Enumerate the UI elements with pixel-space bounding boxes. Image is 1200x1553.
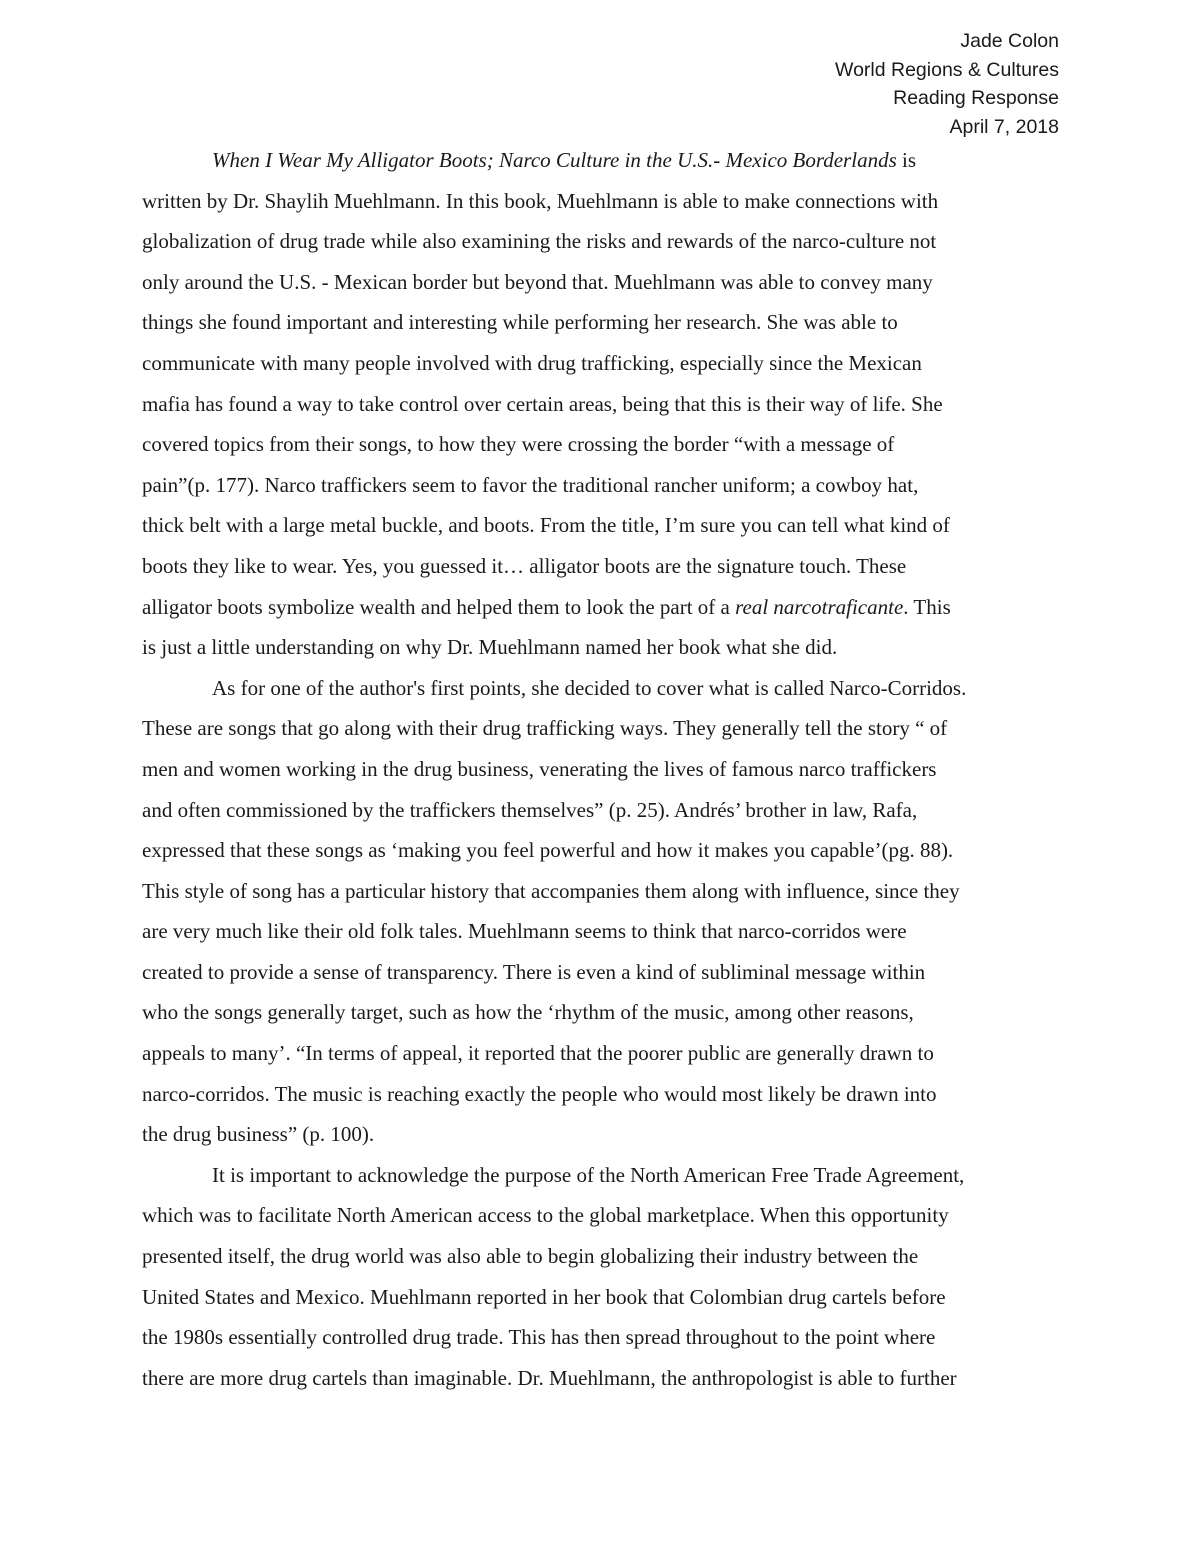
paragraph-line: created to provide a sense of transparency. There is even a kind of subliminal message within — [142, 959, 926, 984]
paragraph-1 — [142, 140, 1060, 668]
paragraph-line: the 1980s essentially controlled drug trade. This has then spread throughout to the point where — [142, 1325, 936, 1350]
emphasized-term: real narcotraficante — [735, 594, 904, 619]
paragraph-line: globalization of drug trade while also examining the risks and rewards of the narco-culture not — [142, 229, 937, 254]
text-run: is — [896, 148, 917, 172]
paragraph-line: pain”(p. 177). Narco traffickers seem to favor the traditional rancher uniform; a cowboy hat, — [142, 472, 919, 497]
paragraph-line: things she found important and interesting while performing her research. She was able to — [142, 310, 898, 335]
book-title: When I Wear My Alligator Boots; Narco Culture in the U.S.- Mexico Borderlands — [212, 148, 897, 172]
paragraph-line — [142, 140, 1060, 181]
paragraph-line: which was to facilitate North American access to the global marketplace. When this opportunity — [142, 1203, 949, 1228]
paragraph-line: and often commissioned by the traffickers themselves” (p. 25). Andrés’ brother in law, Rafa, — [142, 797, 918, 822]
paragraph-line: the drug business” (p. 100). — [142, 1122, 375, 1147]
paragraph-line: written by Dr. Shaylih Muehlmann. In this book, Muehlmann is able to make connections with — [142, 188, 939, 213]
paragraph-3 — [142, 1155, 1060, 1399]
paragraph-line: mafia has found a way to take control over certain areas, being that this is their way of life. She — [142, 391, 943, 416]
paragraph-line: only around the U.S. - Mexican border but beyond that. Muehlmann was able to convey many — [142, 269, 933, 294]
paragraph-line: men and women working in the drug business, venerating the lives of famous narco traffickers — [142, 756, 937, 781]
document-body — [142, 140, 1060, 1398]
paragraph-line: This style of song has a particular history that accompanies them along with influence, since they — [142, 878, 960, 903]
paragraph-line: communicate with many people involved with drug trafficking, especially since the Mexican — [142, 350, 922, 375]
paragraph-line: narco-corridos. The music is reaching exactly the people who would most likely be drawn into — [142, 1081, 937, 1106]
document-header — [835, 27, 1059, 141]
paragraph-line: thick belt with a large metal buckle, and boots. From the title, I’m sure you can tell what kind of — [142, 513, 950, 538]
paragraph-line: As for one of the author's first points, she decided to cover what is called Narco-Corridos. — [212, 675, 967, 700]
paragraph-line: presented itself, the drug world was also able to begin globalizing their industry between the — [142, 1244, 919, 1269]
paragraph-line: It is important to acknowledge the purpose of the North American Free Trade Agreement, — [212, 1162, 965, 1187]
paragraph-line: United States and Mexico. Muehlmann reported in her book that Colombian drug cartels before — [142, 1284, 946, 1309]
assignment-title: Reading Response — [893, 87, 1059, 109]
document-date: April 7, 2018 — [949, 115, 1059, 138]
paragraph-line: covered topics from their songs, to how they were crossing the border “with a message of — [142, 432, 895, 457]
paragraph-2 — [142, 668, 1060, 1155]
paragraph-line: who the songs generally target, such as how the ‘rhythm of the music, among other reasons, — [142, 1000, 914, 1025]
paragraph-line: boots they like to wear. Yes, you guessed it… alligator boots are the signature touch. These — [142, 553, 907, 578]
paragraph-line — [142, 587, 1060, 628]
text-run: . This — [903, 594, 951, 619]
text-run: alligator boots symbolize wealth and helped them to look the part of a — [142, 594, 736, 619]
paragraph-line: is just a little understanding on why Dr. Muehlmann named her book what she did. — [142, 635, 838, 660]
paragraph-line: These are songs that go along with their drug trafficking ways. They generally tell the story “ of — [142, 716, 948, 741]
paragraph-line: are very much like their old folk tales. Muehlmann seems to think that narco-corridos were — [142, 919, 907, 944]
paragraph-line: expressed that these songs as ‘making you feel powerful and how it makes you capable’(pg. 88). — [142, 838, 954, 863]
paragraph-line: there are more drug cartels than imaginable. Dr. Muehlmann, the anthropologist is able to further — [142, 1365, 957, 1390]
course-name: World Regions & Cultures — [835, 58, 1059, 81]
author-name: Jade Colon — [960, 30, 1059, 52]
paragraph-line: appeals to many’. “In terms of appeal, it reported that the poorer public are generally drawn to — [142, 1041, 934, 1066]
